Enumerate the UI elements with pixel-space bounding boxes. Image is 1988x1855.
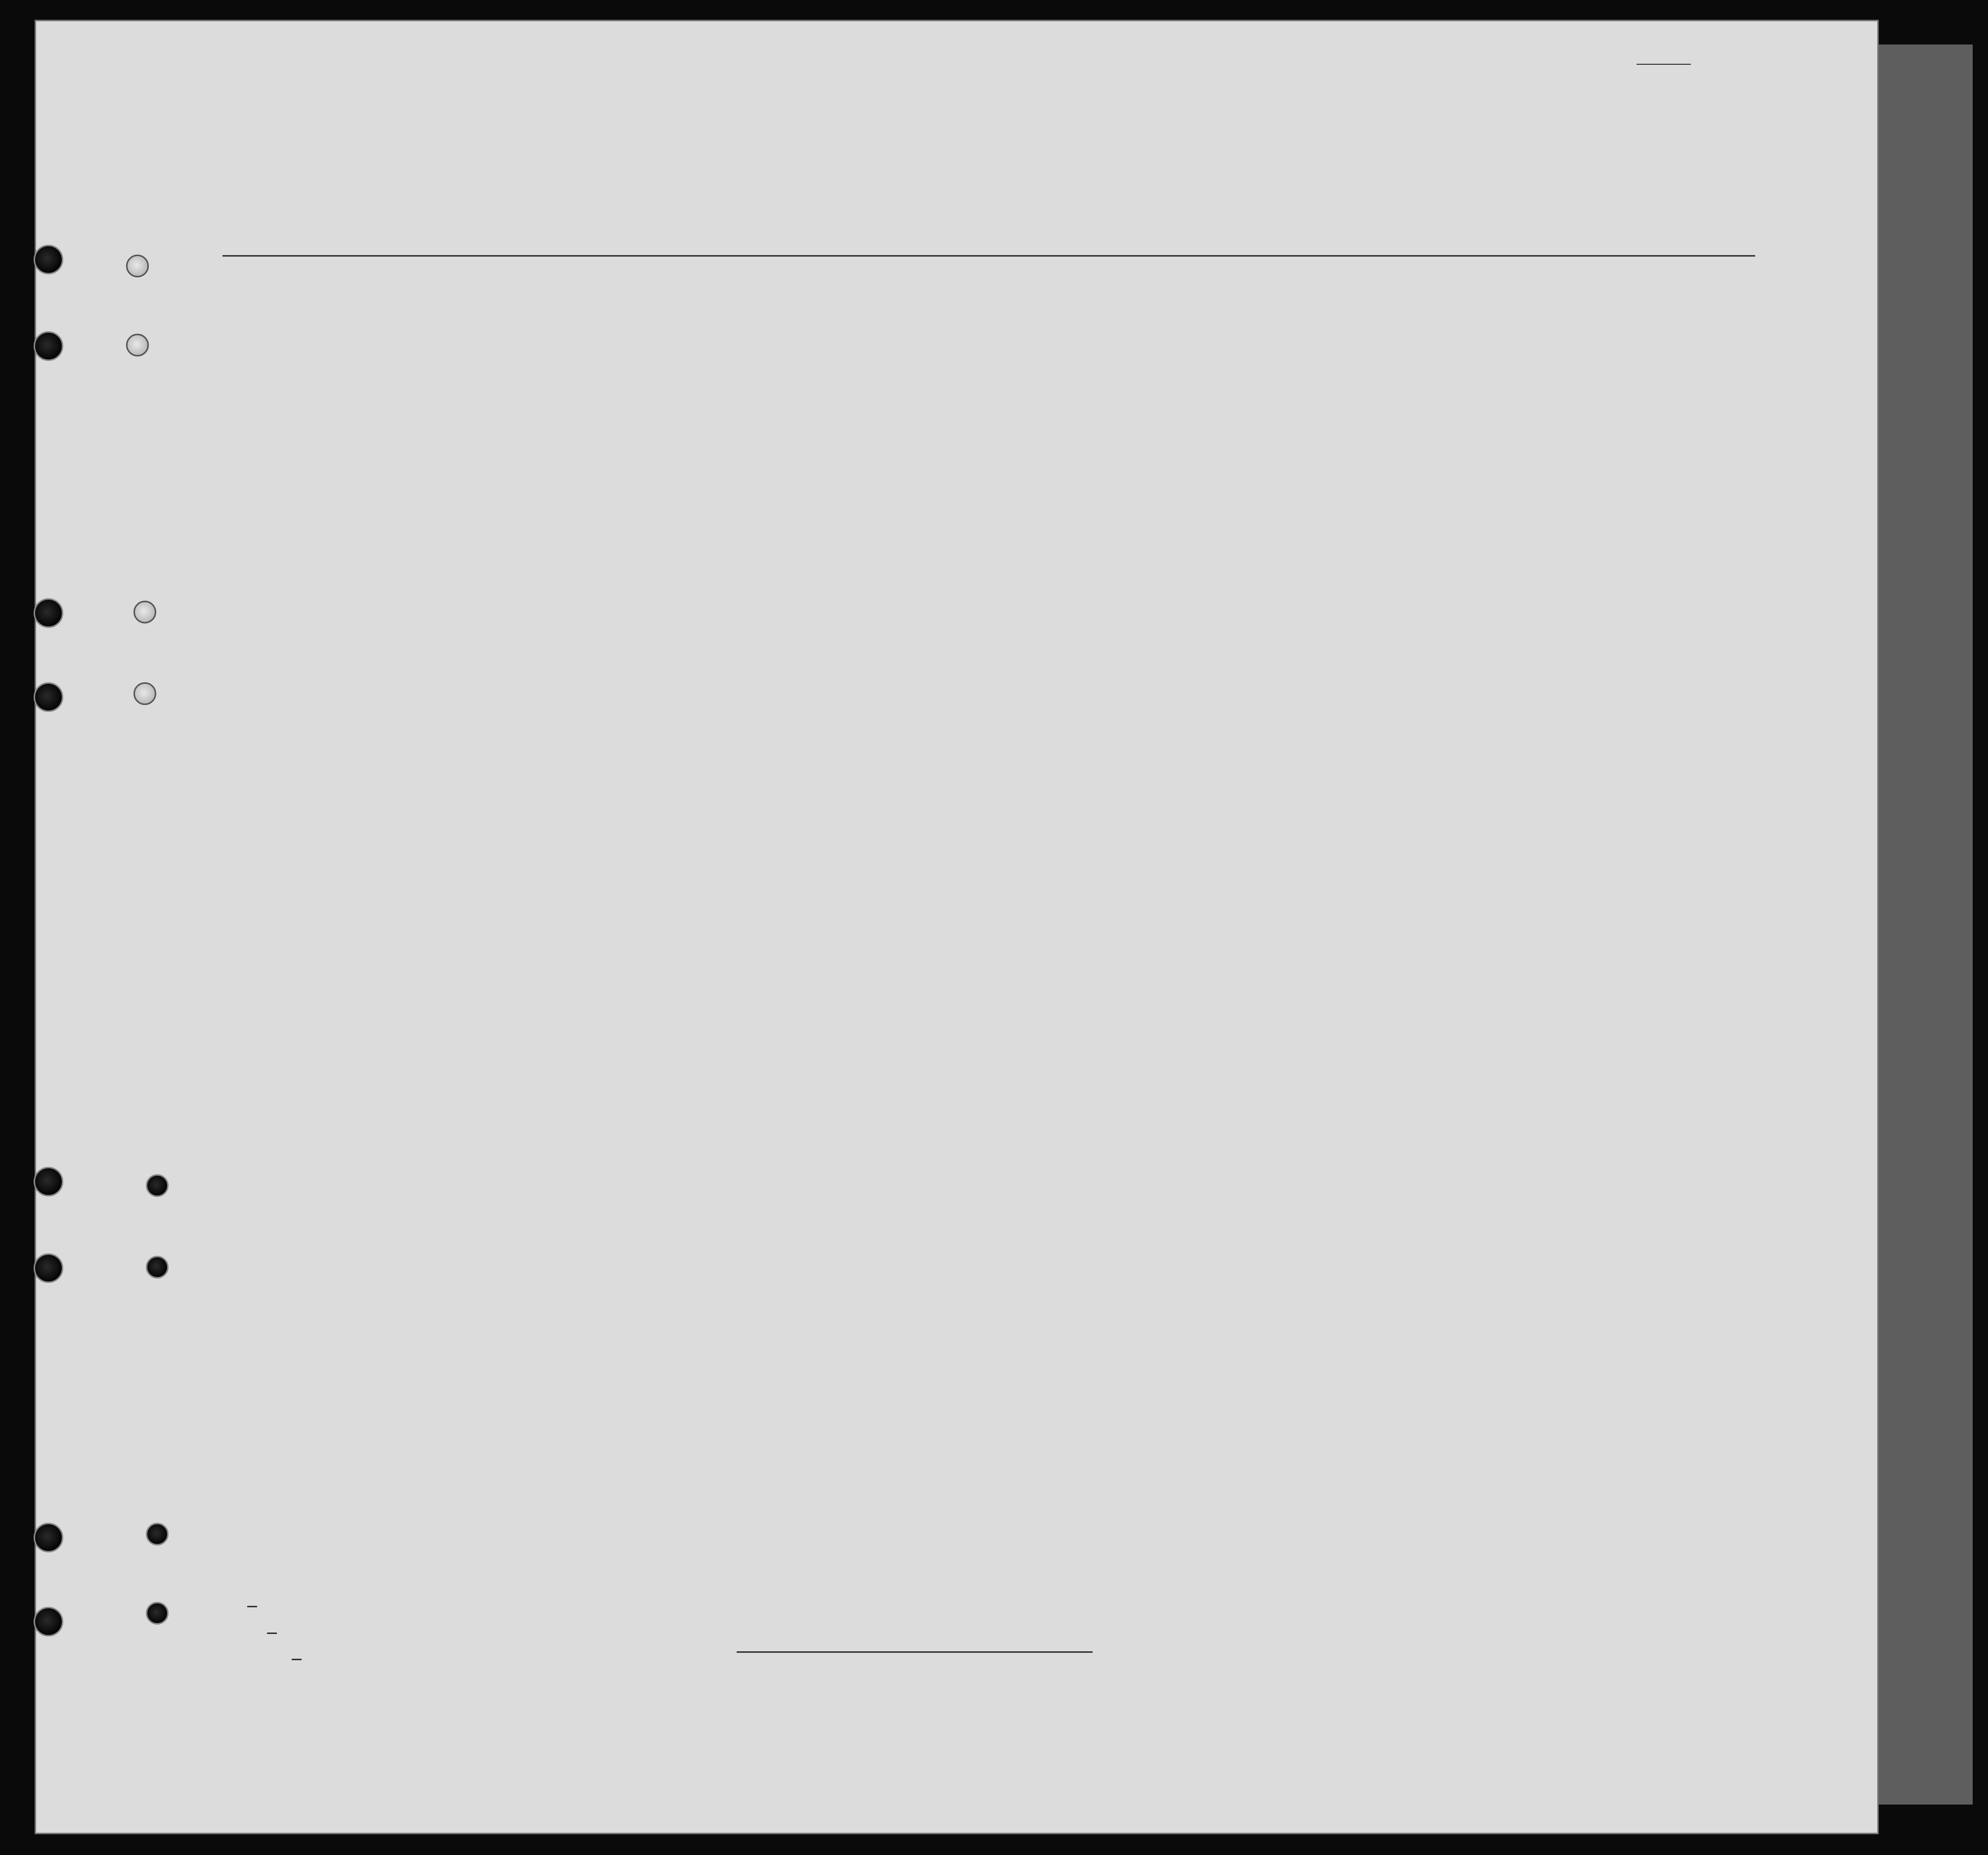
owners-value bbox=[267, 1633, 277, 1634]
inspector-signature-line bbox=[737, 1651, 1093, 1653]
manifest-table bbox=[35, 20, 1879, 1834]
manifest-page bbox=[35, 20, 1879, 1834]
line-value bbox=[247, 1606, 257, 1607]
local-agents-value bbox=[292, 1659, 302, 1660]
